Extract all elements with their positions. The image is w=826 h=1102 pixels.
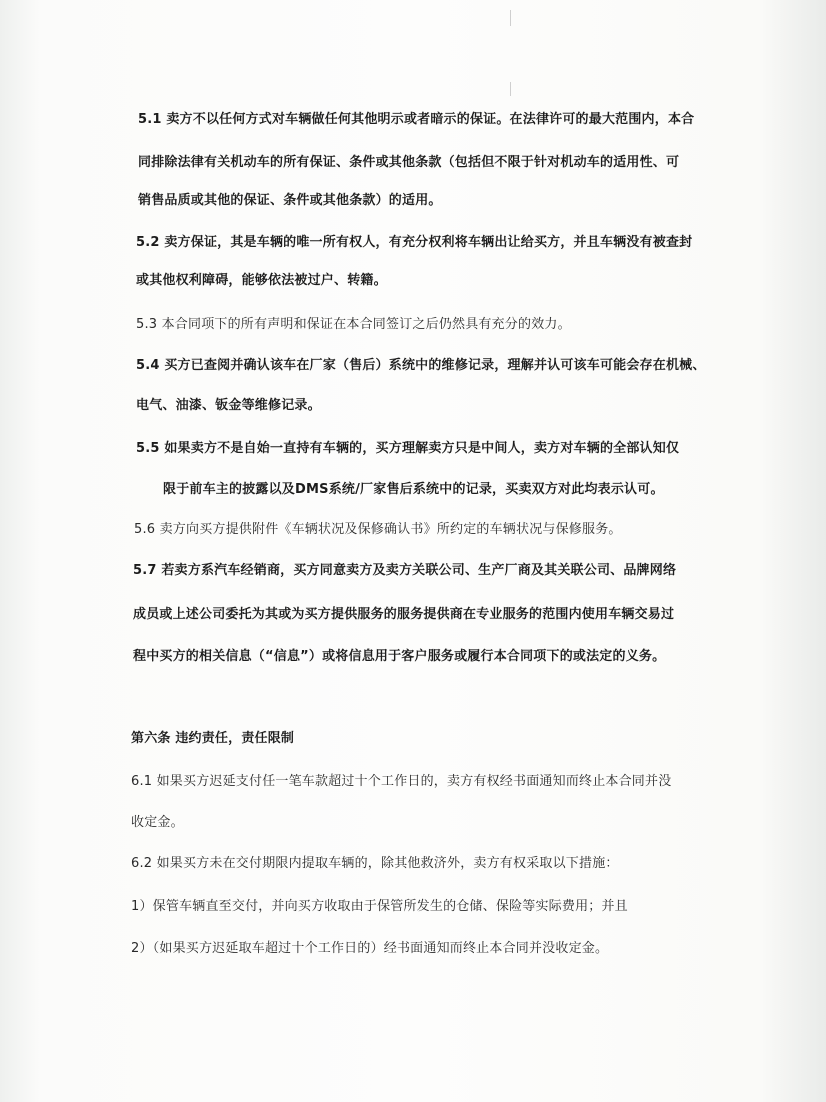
clause-5-2-line-1: 5.2 卖方保证，其是车辆的唯一所有权人，有充分权利将车辆出让给买方，并且车辆没有被查封 <box>136 235 693 250</box>
clause-6-1-line-2: 收定金。 <box>131 815 184 830</box>
clause-6-2: 6.2 如果买方未在交付期限内提取车辆的，除其他救济外，卖方有权采取以下措施： <box>131 856 619 871</box>
clause-5-6: 5.6 卖方向买方提供附件《车辆状况及保修确认书》所约定的车辆状况与保修服务。 <box>134 522 622 537</box>
clause-5-1-line-2: 同排除法律有关机动车的所有保证、条件或其他条款（包括但不限于针对机动车的适用性、可 <box>138 155 680 170</box>
clause-5-2-line-2: 或其他权利障碍，能够依法被过户、转籍。 <box>136 273 387 288</box>
clause-5-1-line-3: 销售品质或其他的保证、条件或其他条款）的适用。 <box>138 193 442 208</box>
clause-5-4-line-2: 电气、油漆、钣金等维修记录。 <box>136 398 321 413</box>
paper-fold-mark <box>510 82 511 96</box>
clause-5-3: 5.3 本合同项下的所有声明和保证在本合同签订之后仍然具有充分的效力。 <box>136 317 571 332</box>
clause-5-4-line-1: 5.4 买方已查阅并确认该车在厂家（售后）系统中的维修记录，理解并认可该车可能会存在机械、 <box>136 358 706 373</box>
paper-fold-mark <box>510 10 511 26</box>
clause-5-1-line-1: 5.1 卖方不以任何方式对车辆做任何其他明示或者暗示的保证。在法律许可的最大范围内，本合 <box>138 112 695 127</box>
clause-5-7-line-3: 程中买方的相关信息（“信息”）或将信息用于客户服务或履行本合同项下的或法定的义务。 <box>133 649 666 664</box>
clause-5-7-line-1: 5.7 若卖方系汽车经销商，买方同意卖方及卖方关联公司、生产厂商及其关联公司、品牌网络 <box>133 563 677 578</box>
clause-6-2-item-2: 2）（如果买方迟延取车超过十个工作日的）经书面通知而终止本合同并没收定金。 <box>131 941 609 956</box>
clause-5-5-line-2: 限于前车主的披露以及DMS系统/厂家售后系统中的记录，买卖双方对此均表示认可。 <box>163 482 664 497</box>
clause-5-5-line-1: 5.5 如果卖方不是自始一直持有车辆的，买方理解卖方只是中间人，卖方对车辆的全部认知仅 <box>136 441 680 456</box>
clause-5-7-line-2: 成员或上述公司委托为其或为买方提供服务的服务提供商在专业服务的范围内使用车辆交易过 <box>133 607 675 622</box>
clause-6-1-line-1: 6.1 如果买方迟延支付任一笔车款超过十个工作日的，卖方有权经书面通知而终止本合同并没 <box>131 774 672 789</box>
clause-6-2-item-1: 1）保管车辆直至交付，并向买方收取由于保管所发生的仓储、保险等实际费用；并且 <box>131 899 628 914</box>
article-6-heading: 第六条 违约责任，责任限制 <box>131 731 295 746</box>
